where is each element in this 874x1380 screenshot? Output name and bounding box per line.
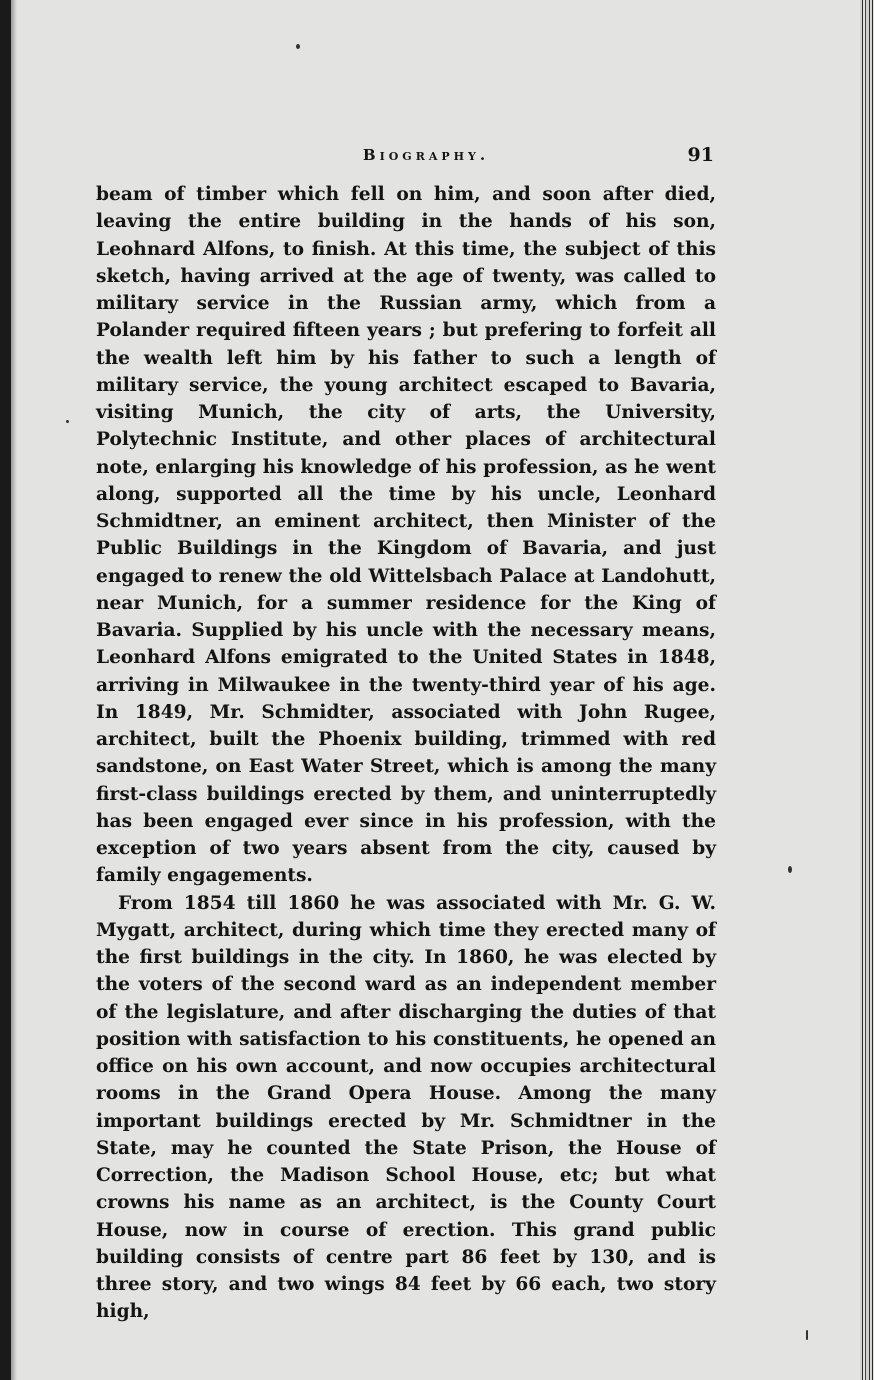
page-number: 91 [687, 144, 714, 166]
ink-speck [296, 44, 300, 49]
paragraph: From 1854 till 1860 he was associated with Mr. G. W. Mygatt, architect, during which time they erected many of the first buildings in the city. In 1860, he was elected by the voters of the second ward as an independent member of the legislature, and after discharging the duties of that position with satisfaction to his constituents, he opened an office on his own account, and now occupies architectural rooms in the Grand Opera House. Among the many important buildings erected by Mr. Schmidtner in the State, may he counted the State Prison, the House of Correction, the Madison School House, etc; but what crowns his name as an architect, is the County Court House, now in course of erection. This grand public building consists of centre part 86 feet by 130, and is three story, and two wings 84 feet by 66 each, two story high, [96, 892, 716, 1323]
paragraph: beam of timber which fell on him, and soon after died, leaving the entire building in the hands of his son, Leohnard Alfons, to finish. At this time, the subject of this sketch, having arrived at the age of twenty, was called to military service in the Russian army, which from a Polander required fifteen years ; but prefering to forfeit all the wealth left him by his father to such a length of military service, the young architect escaped to Bavaria, visiting Munich, the city of arts, the University, Polytechnic Institute, and other places of architectural note, enlarging his knowledge of his profession, as he went along, supported all the time by his uncle, Leonhard Schmidtner, an eminent architect, then Minister of the Public Buildings in the Kingdom of Bavaria, and just engaged to renew the old Wittelsbach Palace at Landohutt, near Munich, for a summer residence for the King of Bavaria. Supplied by his uncle with the necessary means, Leonhard Alfons emigrated to the United States in 1848, arriving in Milwaukee in the twenty-third year of his age. In 1849, Mr. Schmidter, associated with John Rugee, architect, built the Phoenix building, trimmed with red sandstone, on East Water Street, which is among the many first-class buildings erected by them, and uninterruptedly has been engaged ever since in his profession, with the exception of two years absent from the city, caused by family engagements. [96, 184, 716, 887]
page-right-edge [860, 0, 874, 1380]
margin-dot [788, 866, 792, 873]
page-left-edge [0, 0, 11, 1380]
margin-dot [806, 1330, 808, 1340]
body-text [96, 181, 716, 1326]
page-header [96, 142, 716, 172]
running-head: Biography. [362, 146, 490, 164]
margin-dot [66, 420, 69, 423]
page-gutter-shadow [11, 0, 17, 1380]
